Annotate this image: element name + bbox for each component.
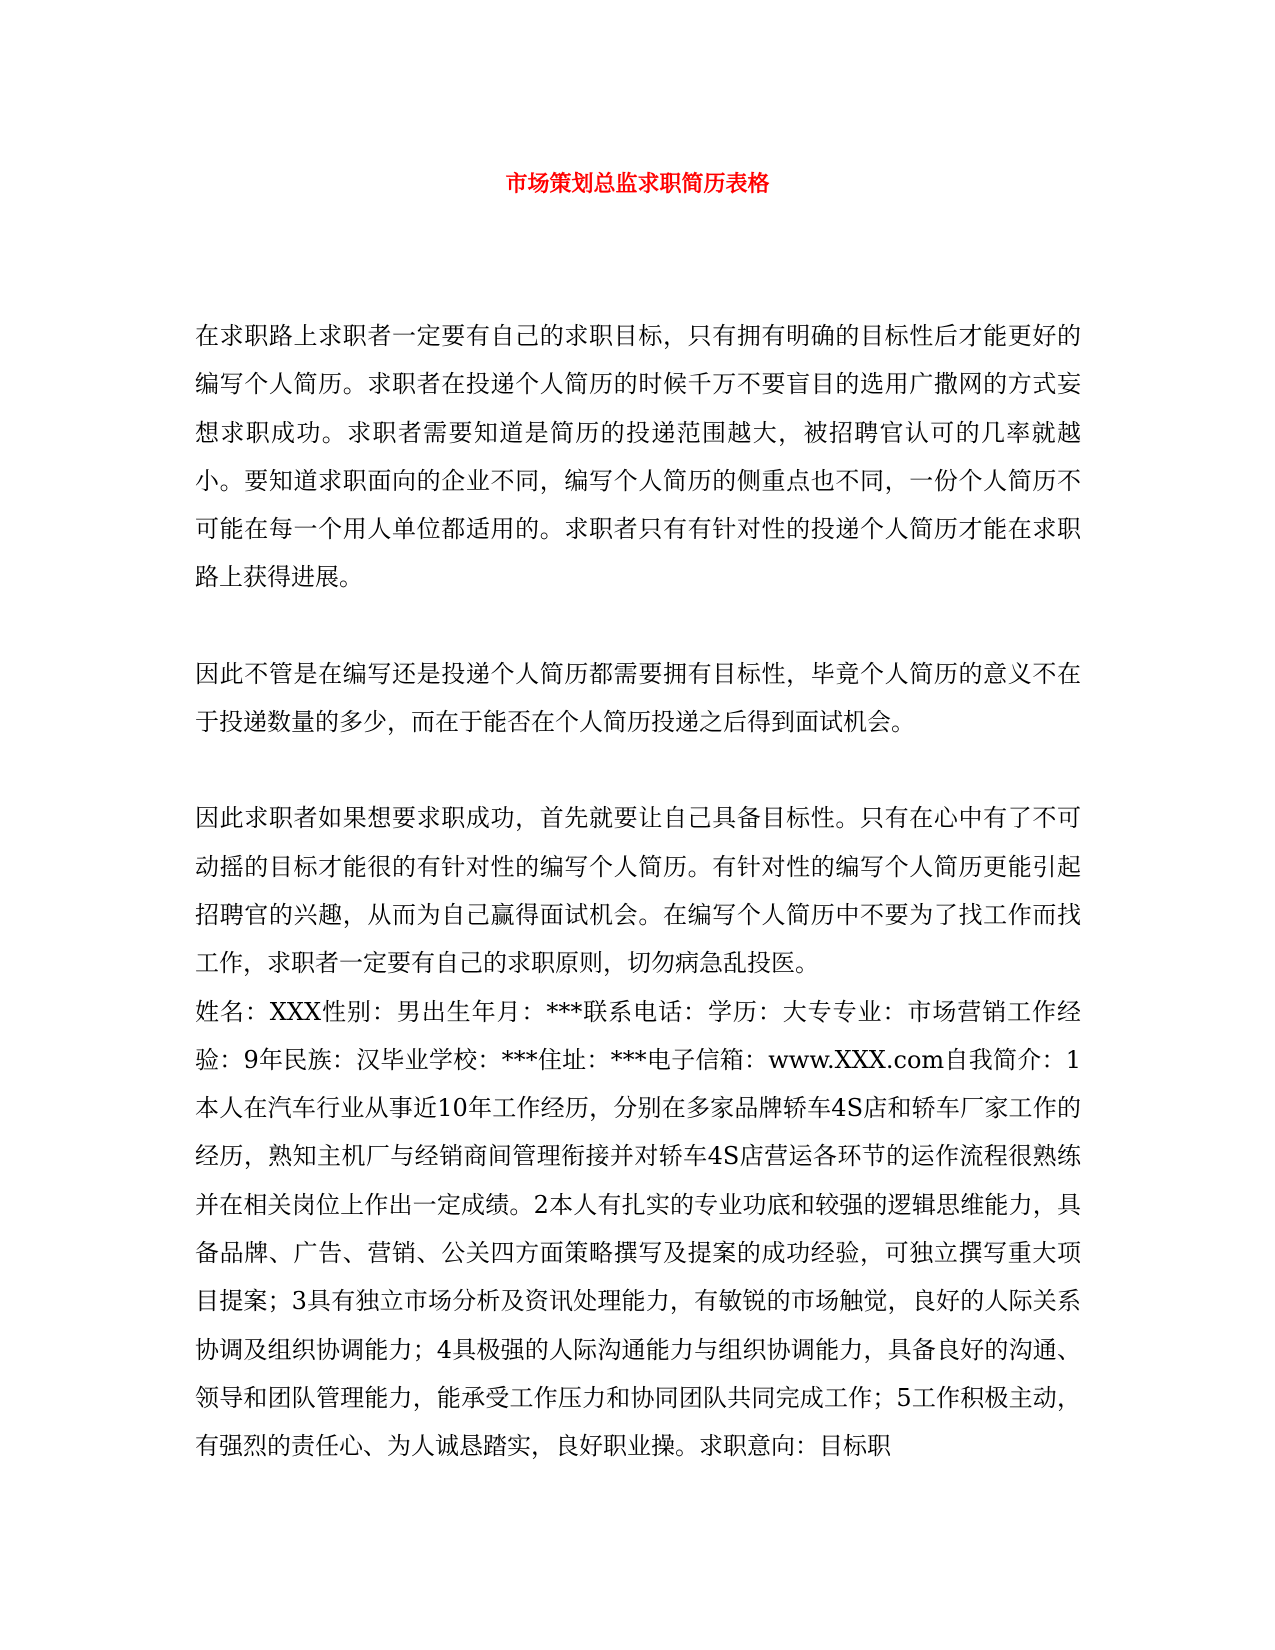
paragraph-resume-details: 姓名：XXX性别：男出生年月：***联系电话：学历：大专专业：市场营销工作经验：9年民族：汉毕业学校：***住址：***电子信箱：www.XXX.com自我简介：1本人在汽车行业从事近10年工作经历，分别在多家品牌轿车4S店和轿车厂家工作的经历，熟知主机厂与经销商间管理衔接并对轿车4S店营运各环节的运作流程很熟练并在相关岗位上作出一定成绩。2本人有扎实的专业功底和较强的逻辑思维能力，具备品牌、广告、营销、公关四方面策略撰写及提案的成功经验，可独立撰写重大项目提案；3具有独立市场分析及资讯处理能力，有敏锐的市场触觉，良好的人际关系协调及组织协调能力；4具极强的人际沟通能力与组织协调能力，具备良好的沟通、领导和团队管理能力，能承受工作压力和协同团队共同完成工作；5工作积极主动，有强烈的责任心、为人诚恳踏实，良好职业操。求职意向：目标职 <box>195 997 1081 1461</box>
document-title: 市场策划总监求职简历表格 <box>505 171 770 197</box>
paragraph-intro: 在求职路上求职者一定要有自己的求职目标，只有拥有明确的目标性后才能更好的编写个人简历。求职者在投递个人简历的时候千万不要盲目的选用广撒网的方式妄想求职成功。求职者需要知道是简历的投递范围越大，被招聘官认可的几率就越小。要知道求职面向的企业不同，编写个人简历的侧重点也不同，一份个人简历不可能在每一个用人单位都适用的。求职者只有有针对性的投递个人简历才能在求职路上获得进展。 <box>195 322 1081 592</box>
document-body <box>195 312 1081 1471</box>
paragraph-advice: 因此求职者如果想要求职成功，首先就要让自己具备目标性。只有在心中有了不可动摇的目标才能很的有针对性的编写个人简历。有针对性的编写个人简历更能引起招聘官的兴趣，从而为自己赢得面试机会。在编写个人简历中不要为了找工作而找工作，求职者一定要有自己的求职原则，切勿病急乱投医。 <box>195 804 1081 978</box>
paragraph-targeting: 因此不管是在编写还是投递个人简历都需要拥有目标性，毕竟个人简历的意义不在于投递数量的多少，而在于能否在个人简历投递之后得到面试机会。 <box>195 659 1081 737</box>
